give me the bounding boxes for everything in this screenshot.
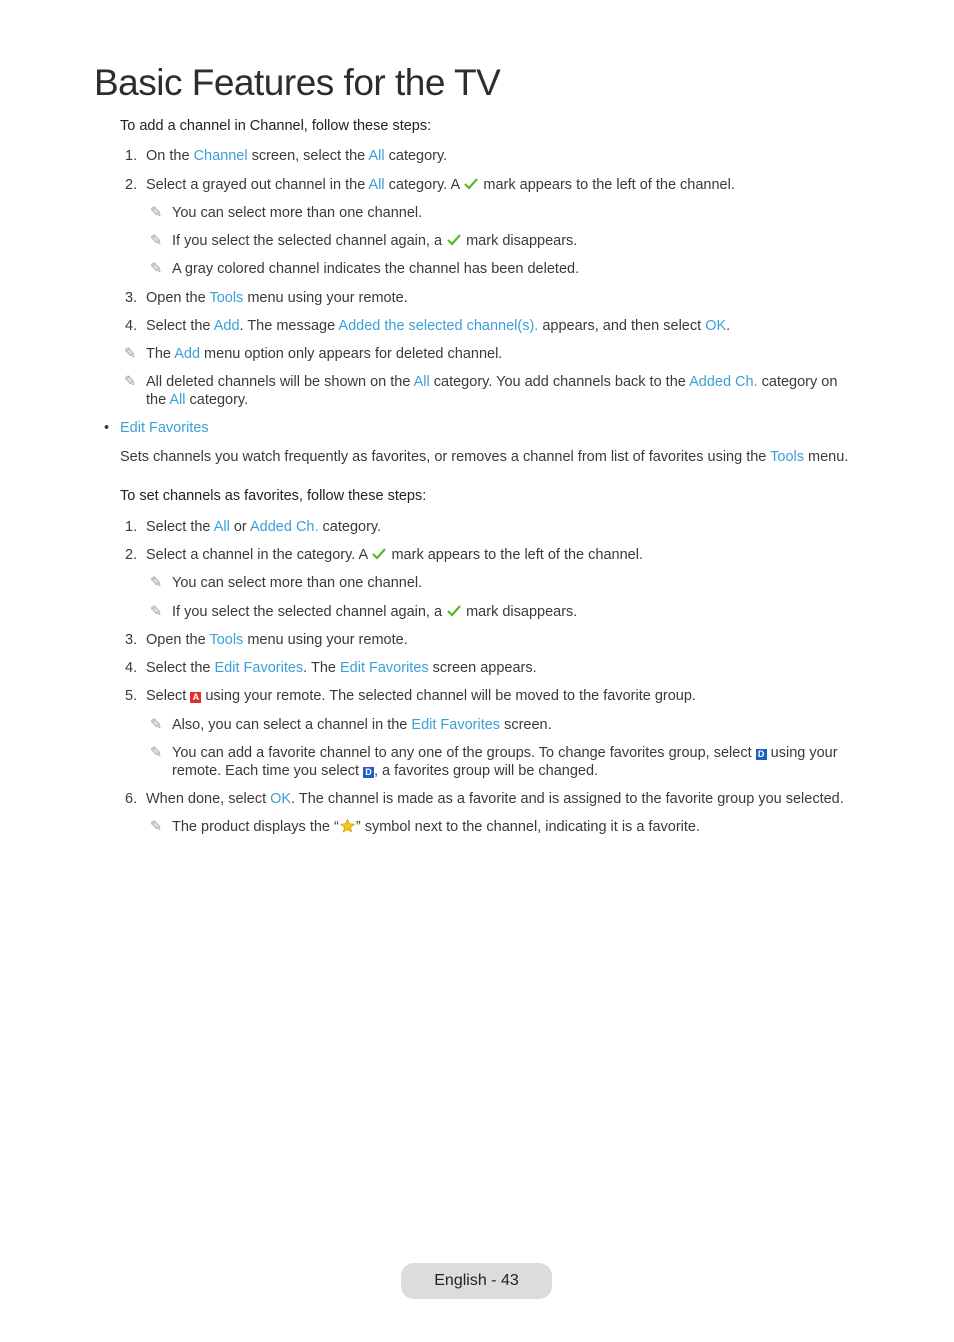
check-icon (446, 604, 462, 618)
note-add-option: ✎ The Add menu option only appears for deleted channel. (124, 346, 503, 362)
note-icon: ✎ (150, 205, 163, 221)
note-icon: ✎ (150, 604, 163, 620)
note-edit-favorites-screen: ✎ Also, you can select a channel in the Edit Favorites screen. (150, 717, 552, 733)
check-icon (463, 177, 479, 191)
channel-link: Channel (193, 148, 248, 164)
note-select-multiple-fav: ✎ You can select more than one channel. (150, 575, 423, 591)
note-icon: ✎ (150, 233, 163, 249)
note-select-multiple: ✎ You can select more than one channel. (150, 205, 423, 221)
note-icon: ✎ (124, 374, 137, 390)
note-gray-channel: ✎ A gray colored channel indicates the channel has been deleted. (150, 261, 580, 277)
section-heading-set-favorites: To set channels as favorites, follow these steps: (120, 488, 427, 504)
blue-d-button-icon: D (363, 767, 374, 778)
note-icon: ✎ (150, 261, 163, 277)
note-change-group-cont: remote. Each time you select D , a favorites group will be changed. (172, 763, 599, 779)
check-icon (371, 547, 387, 561)
note-deleted-channels-cont: the All category. (146, 392, 249, 408)
note-deselect: ✎ If you select the selected channel again, a mark disappears. (150, 233, 578, 249)
step-number: 1. (125, 148, 138, 164)
page-title: Basic Features for the TV (94, 62, 501, 103)
red-a-button-icon: A (190, 692, 201, 703)
note-icon: ✎ (150, 745, 163, 761)
note-icon: ✎ (150, 717, 163, 733)
note-deselect-fav: ✎ If you select the selected channel again, a mark disappears. (150, 604, 578, 620)
check-icon (446, 233, 462, 247)
bullet-icon: • (104, 420, 110, 436)
section-heading-add-channel: To add a channel in Channel, follow these steps: (120, 118, 432, 134)
edit-favorites-link: Edit Favorites (120, 420, 209, 436)
note-favorite-symbol: ✎ The product displays the “ ” symbol next to the channel, indicating it is a favorite. (150, 819, 700, 835)
star-icon (339, 818, 356, 834)
note-icon: ✎ (124, 346, 137, 362)
page-number-footer: English - 43 (401, 1263, 552, 1299)
note-icon: ✎ (150, 575, 163, 591)
edit-favorites-description: Sets channels you watch frequently as favorites, or removes a channel from list of favorites using the Tools menu. (120, 449, 849, 465)
note-icon: ✎ (150, 819, 163, 835)
note-deleted-channels: ✎ All deleted channels will be shown on the All category. You add channels back to the Added Ch. category on (124, 374, 838, 390)
blue-d-button-icon: D (756, 749, 767, 760)
note-change-group: ✎ You can add a favorite channel to any one of the groups. To change favorites group, select D using your (150, 745, 838, 761)
